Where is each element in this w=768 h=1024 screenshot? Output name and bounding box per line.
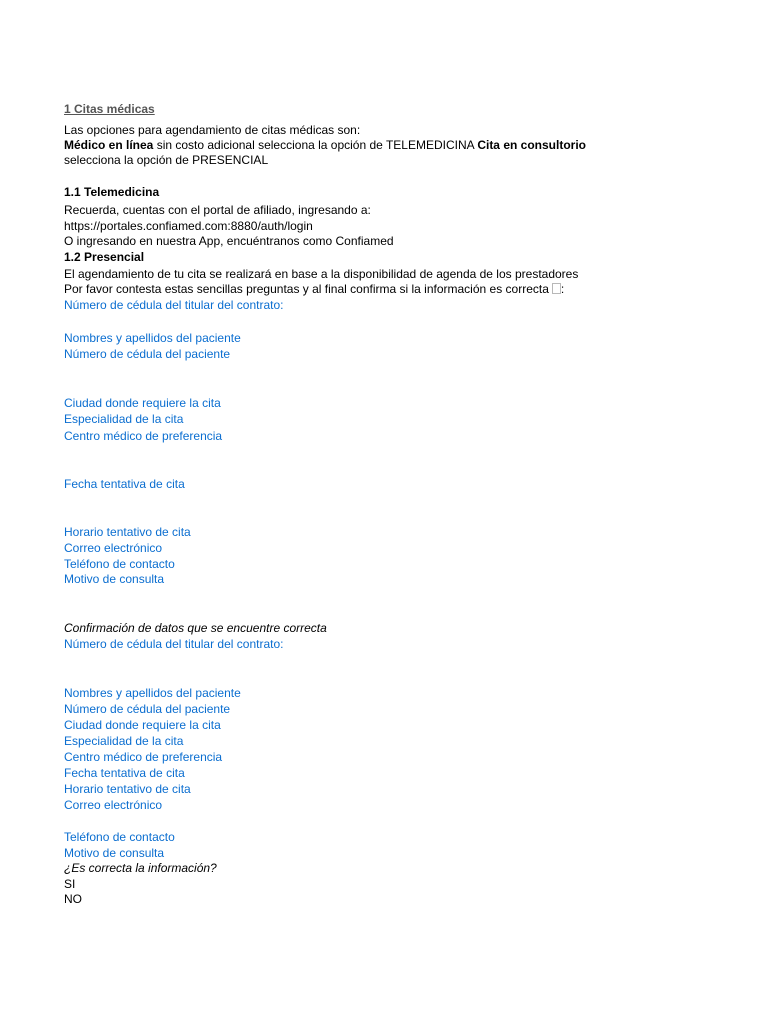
section-1-1-title: 1.1 Telemedicina xyxy=(64,185,160,199)
presencial-line: El agendamiento de tu cita se realizará en base a la disponibilidad de agenda de los prestadores xyxy=(64,267,579,281)
option-si: SI xyxy=(64,877,76,891)
question-ciudad: Ciudad donde requiere la cita xyxy=(64,396,221,410)
presencial-line xyxy=(64,281,564,297)
confirm-nombres-paciente: Nombres y apellidos del paciente xyxy=(64,686,241,700)
confirm-centro-medico: Centro médico de preferencia xyxy=(64,750,223,764)
section-1-title: 1 Citas médicas xyxy=(64,102,155,116)
missing-glyph-icon xyxy=(552,283,561,294)
portal-url: https://portales.confiamed.com:8880/auth/login xyxy=(64,219,313,233)
confirm-correo: Correo electrónico xyxy=(64,798,163,812)
question-correo: Correo electrónico xyxy=(64,541,163,555)
confirm-horario: Horario tentativo de cita xyxy=(64,782,191,796)
question-nombres-paciente: Nombres y apellidos del paciente xyxy=(64,331,241,345)
option-cita-en-consultorio: Cita en consultorio xyxy=(477,138,586,152)
option-medico-en-linea: Médico en línea xyxy=(64,138,154,152)
question-cedula-paciente: Número de cédula del paciente xyxy=(64,347,231,361)
telemedicina-line: O ingresando en nuestra App, encuéntranos como Confiamed xyxy=(64,234,394,248)
question-horario: Horario tentativo de cita xyxy=(64,525,191,539)
confirm-cedula-paciente: Número de cédula del paciente xyxy=(64,702,231,716)
question-telefono: Teléfono de contacto xyxy=(64,557,175,571)
confirm-fecha: Fecha tentativa de cita xyxy=(64,766,185,780)
option-telemedicina-text: sin costo adicional selecciona la opción de TELEMEDICINA xyxy=(153,138,478,152)
presencial-instructions: Por favor contesta estas sencillas preguntas y al final confirma si la información es correcta xyxy=(64,282,549,296)
confirmation-heading: Confirmación de datos que se encuentre correcta xyxy=(64,621,327,635)
question-especialidad: Especialidad de la cita xyxy=(64,412,184,426)
question-motivo: Motivo de consulta xyxy=(64,572,165,586)
confirm-titular-cedula: Número de cédula del titular del contrato: xyxy=(64,637,284,651)
confirm-ciudad: Ciudad donde requiere la cita xyxy=(64,718,221,732)
question-centro-medico: Centro médico de preferencia xyxy=(64,429,223,443)
confirm-especialidad: Especialidad de la cita xyxy=(64,734,184,748)
option-no: NO xyxy=(64,892,82,906)
question-fecha: Fecha tentativa de cita xyxy=(64,477,185,491)
confirm-telefono: Teléfono de contacto xyxy=(64,830,175,844)
confirm-motivo: Motivo de consulta xyxy=(64,846,165,860)
section-1-options-line xyxy=(64,137,586,153)
confirmation-question: ¿Es correcta la información? xyxy=(64,861,217,875)
section-1-intro: Las opciones para agendamiento de citas médicas son: xyxy=(64,123,361,137)
section-1-2-title: 1.2 Presencial xyxy=(64,250,145,264)
question-titular-cedula: Número de cédula del titular del contrato: xyxy=(64,298,284,312)
presencial-colon: : xyxy=(560,282,565,296)
telemedicina-line: Recuerda, cuentas con el portal de afiliado, ingresando a: xyxy=(64,203,371,217)
section-1-presencial-line: selecciona la opción de PRESENCIAL xyxy=(64,153,269,167)
